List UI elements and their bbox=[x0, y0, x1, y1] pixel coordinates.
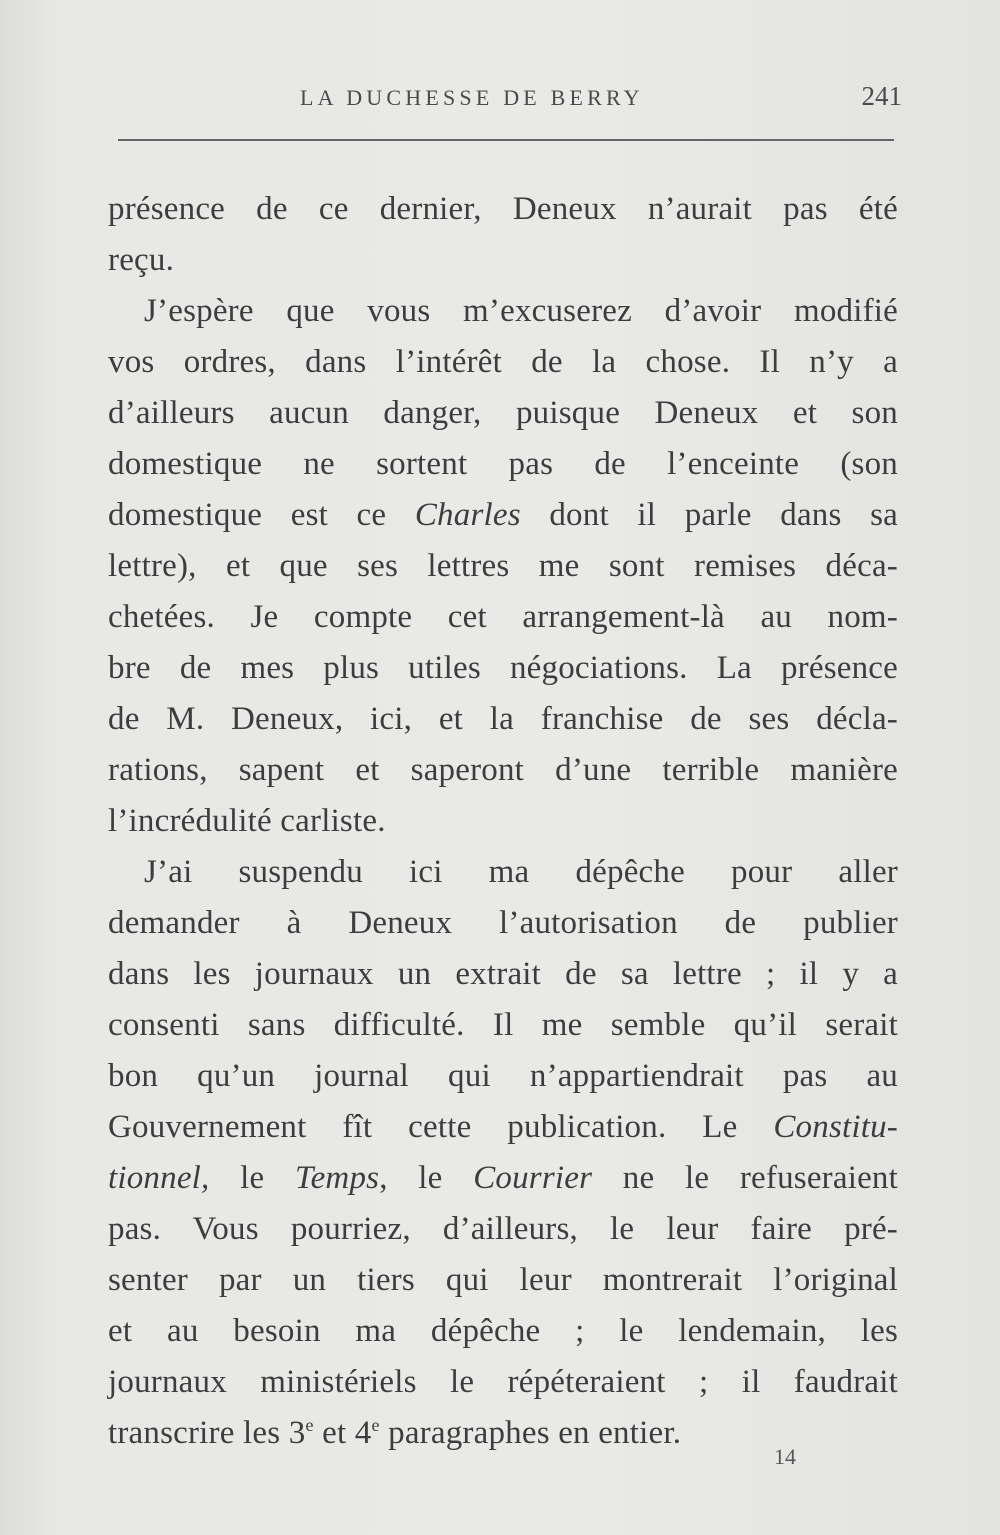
text-line bbox=[108, 745, 898, 796]
body-text bbox=[108, 184, 898, 1459]
line-text: bre de mes plus utiles négociations. La présence bbox=[108, 650, 898, 686]
superscript: e bbox=[371, 1415, 380, 1435]
text-line bbox=[108, 388, 898, 439]
text-line bbox=[108, 949, 898, 1000]
text-line bbox=[108, 439, 898, 490]
line-text: J’espère que vous m’excuserez d’avoir modifié bbox=[144, 293, 898, 329]
line-text: de M. Deneux, ici, et la franchise de ses décla- bbox=[108, 701, 898, 737]
line-text: et au besoin ma dépêche ; le lendemain, les bbox=[108, 1313, 898, 1349]
line-text: transcrire les 3 bbox=[108, 1415, 306, 1451]
line-text: J’ai suspendu ici ma dépêche pour aller bbox=[144, 854, 898, 890]
text-line bbox=[108, 1204, 898, 1255]
text-line bbox=[108, 541, 898, 592]
text-line bbox=[108, 1051, 898, 1102]
line-text: paragraphes en entier. bbox=[379, 1415, 682, 1451]
line-text: pas. Vous pourriez, d’ailleurs, le leur faire pré- bbox=[108, 1211, 898, 1247]
text-line bbox=[108, 286, 898, 337]
text-line bbox=[108, 184, 898, 235]
line-text: reçu. bbox=[108, 242, 175, 278]
text-line bbox=[108, 796, 898, 847]
italic-text: Courrier bbox=[473, 1160, 593, 1196]
text-line bbox=[108, 1357, 898, 1408]
line-text: le bbox=[209, 1160, 296, 1196]
line-text: , le bbox=[379, 1160, 474, 1196]
signature-mark: 14 bbox=[774, 1444, 796, 1469]
line-text: bon qu’un journal qui n’appartiendrait pas au bbox=[108, 1058, 898, 1094]
line-text: Gouvernement fît cette publication. Le bbox=[108, 1109, 774, 1145]
text-line bbox=[108, 898, 898, 949]
line-text: chetées. Je compte cet arrangement-là au nom- bbox=[108, 599, 898, 635]
text-line bbox=[108, 490, 898, 541]
text-line bbox=[108, 1255, 898, 1306]
line-text: rations, sapent et saperont d’une terrible manière bbox=[108, 752, 898, 788]
text-line bbox=[108, 847, 898, 898]
text-line bbox=[108, 643, 898, 694]
superscript: e bbox=[305, 1415, 314, 1435]
text-line bbox=[108, 1153, 898, 1204]
text-line bbox=[108, 235, 898, 286]
line-text: senter par un tiers qui leur montrerait l’original bbox=[108, 1262, 898, 1298]
text-line bbox=[108, 1102, 898, 1153]
line-text: domestique est ce bbox=[108, 497, 415, 533]
text-line bbox=[108, 1306, 898, 1357]
line-text: présence de ce dernier, Deneux n’aurait pas été bbox=[108, 191, 898, 227]
line-text: et 4 bbox=[313, 1415, 372, 1451]
italic-text: tionnel, bbox=[108, 1160, 210, 1196]
line-text: journaux ministériels le répéteraient ; il faudrait bbox=[108, 1364, 898, 1400]
line-text: demander à Deneux l’autorisation de publier bbox=[108, 905, 898, 941]
line-text: consenti sans difficulté. Il me semble qu’il serait bbox=[108, 1007, 898, 1043]
line-text: dont il parle dans sa bbox=[520, 497, 898, 533]
line-text: lettre), et que ses lettres me sont remises déca- bbox=[108, 548, 898, 584]
line-text: dans les journaux un extrait de sa lettre ; il y a bbox=[108, 956, 898, 992]
text-line bbox=[108, 694, 898, 745]
italic-text: Constitu- bbox=[773, 1109, 898, 1145]
header-rule bbox=[118, 139, 894, 141]
text-line bbox=[108, 1000, 898, 1051]
line-text: d’ailleurs aucun danger, puisque Deneux et son bbox=[108, 395, 898, 431]
text-line bbox=[108, 592, 898, 643]
line-text: domestique ne sortent pas de l’enceinte (son bbox=[108, 446, 898, 482]
page-number: 241 bbox=[861, 81, 902, 111]
running-title: LA DUCHESSE DE BERRY bbox=[300, 85, 644, 110]
italic-text: Temps bbox=[295, 1160, 380, 1196]
italic-text: Charles bbox=[414, 497, 521, 533]
line-text: l’incrédulité carliste. bbox=[108, 803, 386, 839]
line-text: vos ordres, dans l’intérêt de la chose. Il n’y a bbox=[108, 344, 898, 380]
page-header bbox=[118, 81, 904, 121]
text-line bbox=[108, 337, 898, 388]
line-text: ne le refuseraient bbox=[592, 1160, 898, 1196]
